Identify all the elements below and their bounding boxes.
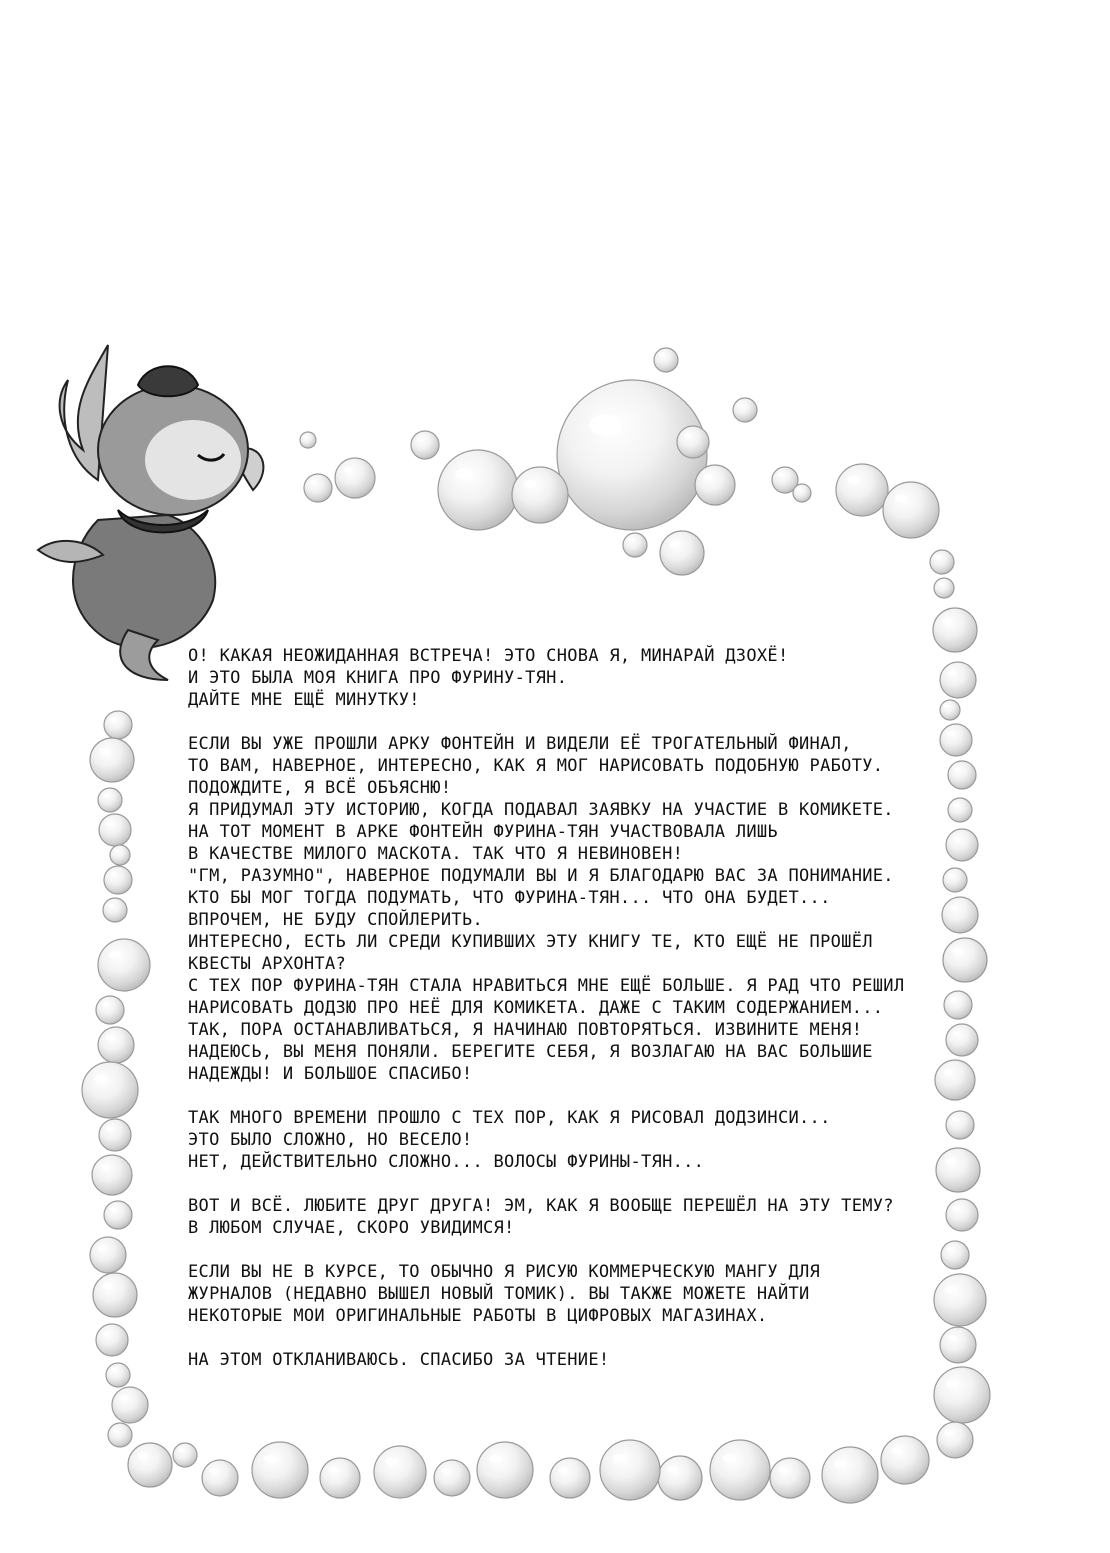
bubble-highlight	[109, 951, 120, 958]
bubble	[173, 1443, 197, 1467]
text-line: ЭТО БЫЛО СЛОЖНО, НО ВЕСЕЛО!	[188, 1130, 473, 1150]
text-line: ВПРОЧЕМ, НЕ БУДУ СПОЙЛЕРИТЬ.	[188, 910, 483, 930]
bubble	[660, 531, 704, 575]
bubble	[98, 1027, 134, 1063]
bubble-highlight	[954, 767, 960, 771]
text-line: НАДЕЮСЬ, ВЫ МЕНЯ ПОНЯЛИ. БЕРЕГИТЕ СЕБЯ, Я ВОЗЛАГАЮ НА ВАС БОЛЬШИЕ	[188, 1042, 873, 1062]
bubble	[943, 938, 987, 982]
bubble-highlight	[110, 717, 116, 721]
bubble-highlight	[99, 748, 109, 754]
bubble	[946, 1199, 978, 1231]
bubble	[374, 1446, 426, 1498]
bubble-highlight	[952, 1117, 958, 1121]
bubble	[793, 484, 811, 502]
bubble	[252, 1442, 308, 1498]
bubble	[98, 939, 150, 991]
bubble	[512, 467, 568, 523]
bubble	[654, 348, 678, 372]
text-line: В КАЧЕСТВЕ МИЛОГО МАСКОТА. ТАК ЧТО Я НЕВИНОВЕН!	[188, 844, 684, 864]
bubble	[202, 1460, 238, 1496]
bubble-highlight	[113, 1429, 118, 1432]
bubble	[948, 798, 972, 822]
bubble	[99, 814, 131, 846]
bubble	[104, 866, 132, 894]
bubble-highlight	[210, 1468, 218, 1473]
bubble-highlight	[110, 1207, 116, 1211]
paragraph	[188, 1261, 948, 1327]
bubble-highlight	[953, 1031, 960, 1035]
text-line: КВЕСТЫ АРХОНТА?	[188, 954, 347, 974]
text-line: "ГМ, РАЗУМНО", НАВЕРНОЕ ПОДУМАЛИ ВЫ И Я БЛАГОДАРЮ ВАС ЗА ПОНИМАНИЕ.	[188, 866, 894, 886]
text-line: ИНТЕРЕСНО, ЕСТЬ ЛИ СРЕДИ КУПИВШИХ ЭТУ КНИГУ ТЕ, КТО ЕЩЁ НЕ ПРОШЁЛ	[188, 932, 873, 952]
bubble-highlight	[344, 467, 353, 473]
paragraph	[188, 645, 948, 711]
bubble	[110, 845, 130, 865]
paragraph	[188, 1349, 948, 1371]
bubble-highlight	[628, 539, 633, 542]
bubble	[883, 482, 939, 538]
bubble-highlight	[106, 1035, 114, 1040]
text-line: С ТЕХ ПОР ФУРИНА-ТЯН СТАЛА НРАВИТЬСЯ МНЕ ЕЩЁ БОЛЬШЕ. Я РАД ЧТО РЕШИЛ	[188, 976, 905, 996]
bubble-highlight	[723, 1454, 736, 1462]
text-line: НА ЭТОМ ОТКЛАНИВАЮСЬ. СПАСИБО ЗА ЧТЕНИЕ!	[188, 1350, 610, 1370]
bubble	[822, 1447, 878, 1503]
bubble-highlight	[779, 1467, 788, 1473]
bubble-highlight	[953, 804, 958, 807]
bubble-highlight	[950, 997, 956, 1001]
text-line: И ЭТО БЫЛА МОЯ КНИГА ПРО ФУРИНУ-ТЯН.	[188, 668, 568, 688]
bubble	[658, 1456, 702, 1500]
bubble-highlight	[108, 904, 113, 907]
bubble-highlight	[891, 1447, 902, 1454]
bubble-highlight	[489, 1455, 501, 1463]
bubble	[695, 465, 735, 505]
bubble	[770, 1458, 810, 1498]
text-line: ЖУРНАЛОВ (НЕДАВНО ВЫШЕЛ НОВЫЙ ТОМИК). ВЫ ТАКЖЕ МОЖЕТЕ НАЙТИ	[188, 1284, 810, 1304]
bubble-highlight	[303, 436, 307, 438]
text-line: Я ПРИДУМАЛ ЭТУ ИСТОРИЮ, КОГДА ПОДАВАЛ ЗАЯВКУ НА УЧАСТИЕ В КОМИКЕТЕ.	[188, 800, 894, 820]
bubble-highlight	[455, 468, 473, 479]
bubble-highlight	[385, 1458, 396, 1465]
bubble-highlight	[94, 1075, 106, 1083]
bubble-highlight	[310, 480, 316, 484]
bubble	[937, 1422, 973, 1458]
bubble-highlight	[110, 872, 116, 876]
bubble	[112, 1387, 148, 1423]
mascot-body-shape	[73, 515, 215, 648]
bubble	[92, 1155, 132, 1195]
bubble	[96, 996, 124, 1024]
text-line: НЕТ, ДЕЙСТВИТЕЛЬНО СЛОЖНО... ВОЛОСЫ ФУРИНЫ-ТЯН...	[188, 1152, 705, 1172]
text-line: НА ТОТ МОМЕНТ В АРКЕ ФОНТЕЙН ФУРИНА-ТЯН УЧАСТВОВАЛА ЛИШЬ	[188, 822, 778, 842]
bubble	[104, 711, 132, 739]
bubble-highlight	[952, 948, 962, 954]
bubble	[304, 474, 332, 502]
bubble	[934, 578, 954, 598]
bubble-highlight	[778, 473, 784, 477]
bubble-highlight	[935, 556, 940, 559]
text-line: КТО БЫ МОГ ТОГДА ПОДУМАТЬ, ЧТО ФУРИНА-ТЯН... ЧТО ОНА БУДЕТ...	[188, 888, 831, 908]
bubble	[881, 1436, 929, 1484]
bubble	[90, 1237, 126, 1273]
bubble-highlight	[895, 495, 907, 503]
bubble-highlight	[942, 618, 952, 624]
paragraph	[188, 733, 948, 1085]
text-line: ЕСЛИ ВЫ НЕ В КУРСЕ, ТО ОБЫЧНО Я РИСУЮ КОММЕРЧЕСКУЮ МАНГУ ДЛЯ	[188, 1262, 821, 1282]
bubble	[677, 426, 709, 458]
bubble-highlight	[524, 480, 536, 488]
bubble	[106, 1363, 130, 1387]
bubble	[550, 1458, 590, 1498]
text-line: О! КАКАЯ НЕОЖИДАННАЯ ВСТРЕЧА! ЭТО СНОВА Я, МИНАРАЙ ДЗОХЁ!	[188, 646, 789, 666]
bubble-highlight	[738, 404, 743, 407]
bubble-highlight	[948, 1335, 956, 1340]
bubble	[733, 398, 757, 422]
bubble-highlight	[102, 1002, 108, 1006]
bubble-highlight	[103, 1331, 110, 1335]
bubble	[438, 450, 518, 530]
bubble	[108, 1423, 132, 1447]
bubble	[128, 1443, 172, 1487]
bubble	[335, 458, 375, 498]
bubble	[99, 1119, 131, 1151]
bubble	[103, 898, 127, 922]
text-line: ПОДОЖДИТЕ, Я ВСЁ ОБЪЯСНЮ!	[188, 778, 452, 798]
bubble	[944, 991, 972, 1019]
bubble-highlight	[103, 794, 108, 797]
bubble-highlight	[613, 1454, 626, 1462]
bubble-highlight	[102, 1283, 112, 1289]
bubble-highlight	[938, 583, 942, 586]
bubble-highlight	[98, 1245, 106, 1250]
mascot-hat-shape	[138, 366, 198, 396]
text-line: НАРИСОВАТЬ ДОДЗЮ ПРО НЕЁ ДЛЯ КОМИКЕТА. ДАЖЕ С ТАКИМ СОДЕРЖАНИЕМ...	[188, 998, 884, 1018]
bubble-highlight	[797, 488, 801, 491]
bubble-highlight	[945, 1430, 953, 1435]
bubble-highlight	[114, 850, 118, 853]
bubble	[946, 829, 978, 861]
bubble	[948, 761, 976, 789]
bubble-highlight	[329, 1467, 338, 1473]
text-line: ТО ВАМ, НАВЕРНОЕ, ИНТЕРЕСНО, КАК Я МОГ НАРИСОВАТЬ ПОДОБНУЮ РАБОТУ.	[188, 756, 884, 776]
bubble-highlight	[559, 1467, 568, 1473]
bubble-highlight	[106, 1126, 113, 1130]
bubble-highlight	[417, 437, 423, 441]
bubble-highlight	[950, 905, 958, 910]
bubble	[90, 738, 134, 782]
bubble	[836, 464, 888, 516]
text-line: ТАК, ПОРА ОСТАНАВЛИВАТЬСЯ, Я НАЧИНАЮ ПОВТОРЯТЬСЯ. ИЗВИНИТЕ МЕНЯ!	[188, 1020, 863, 1040]
bubble-highlight	[101, 1164, 110, 1170]
bubble-highlight	[948, 874, 953, 877]
bubble	[946, 1024, 978, 1056]
bubble	[600, 1440, 660, 1500]
bubble	[623, 533, 647, 557]
bubble-highlight	[684, 433, 691, 437]
bubble	[93, 1273, 137, 1317]
text-line: ТАК МНОГО ВРЕМЕНИ ПРОШЛО С ТЕХ ПОР, КАК Я РИСОВАЛ ДОДЗИНСИ...	[188, 1108, 831, 1128]
paragraph	[188, 1195, 948, 1239]
bubble-highlight	[659, 354, 664, 357]
bubble	[434, 1460, 470, 1496]
bubble-highlight	[834, 1460, 846, 1468]
bubble	[98, 788, 122, 812]
bubble	[946, 1111, 974, 1139]
text-line: НЕКОТОРЫЕ МОИ ОРИГИНАЛЬНЫЕ РАБОТЫ В ЦИФРОВЫХ МАГАЗИНАХ.	[188, 1306, 768, 1326]
bubble-highlight	[589, 415, 622, 436]
bubble-highlight	[106, 821, 113, 825]
text-line: В ЛЮБОМ СЛУЧАЕ, СКОРО УВИДИМСЯ!	[188, 1218, 515, 1238]
bubble	[411, 431, 439, 459]
bubble	[96, 1324, 128, 1356]
bubble-highlight	[667, 1466, 677, 1472]
bubble-highlight	[442, 1468, 450, 1473]
paragraph	[188, 1107, 948, 1173]
afterword-text	[188, 645, 948, 1393]
bubble-highlight	[120, 1395, 128, 1400]
bubble-highlight	[704, 474, 713, 480]
text-line: НАДЕЖДЫ! И БОЛЬШОЕ СПАСИБО!	[188, 1064, 473, 1084]
bubble-highlight	[111, 1369, 116, 1372]
bubble-highlight	[178, 1449, 183, 1452]
bubble-highlight	[948, 670, 956, 675]
bubble	[930, 550, 954, 574]
bubble	[82, 1062, 138, 1118]
text-line: ВОТ И ВСЁ. ЛЮБИТЕ ДРУГ ДРУГА! ЭМ, КАК Я ВООБЩЕ ПЕРЕШЁЛ НА ЭТУ ТЕМУ?	[188, 1196, 894, 1216]
bubble	[477, 1442, 533, 1498]
text-line: ДАЙТЕ МНЕ ЕЩЁ МИНУТКУ!	[188, 690, 420, 710]
bubble-highlight	[137, 1453, 147, 1459]
bubble-highlight	[953, 1206, 960, 1210]
bubble	[104, 1201, 132, 1229]
bubble	[300, 432, 316, 448]
text-line: ЕСЛИ ВЫ УЖЕ ПРОШЛИ АРКУ ФОНТЕЙН И ВИДЕЛИ ЕЁ ТРОГАТЕЛЬНЫЙ ФИНАЛ,	[188, 734, 852, 754]
bubble-highlight	[847, 476, 858, 483]
mascot-face-shape	[145, 420, 241, 500]
bubble	[320, 1458, 360, 1498]
bubble-highlight	[669, 541, 679, 547]
bubble-highlight	[953, 836, 960, 840]
bubble-highlight	[264, 1455, 276, 1463]
bubble	[710, 1440, 770, 1500]
